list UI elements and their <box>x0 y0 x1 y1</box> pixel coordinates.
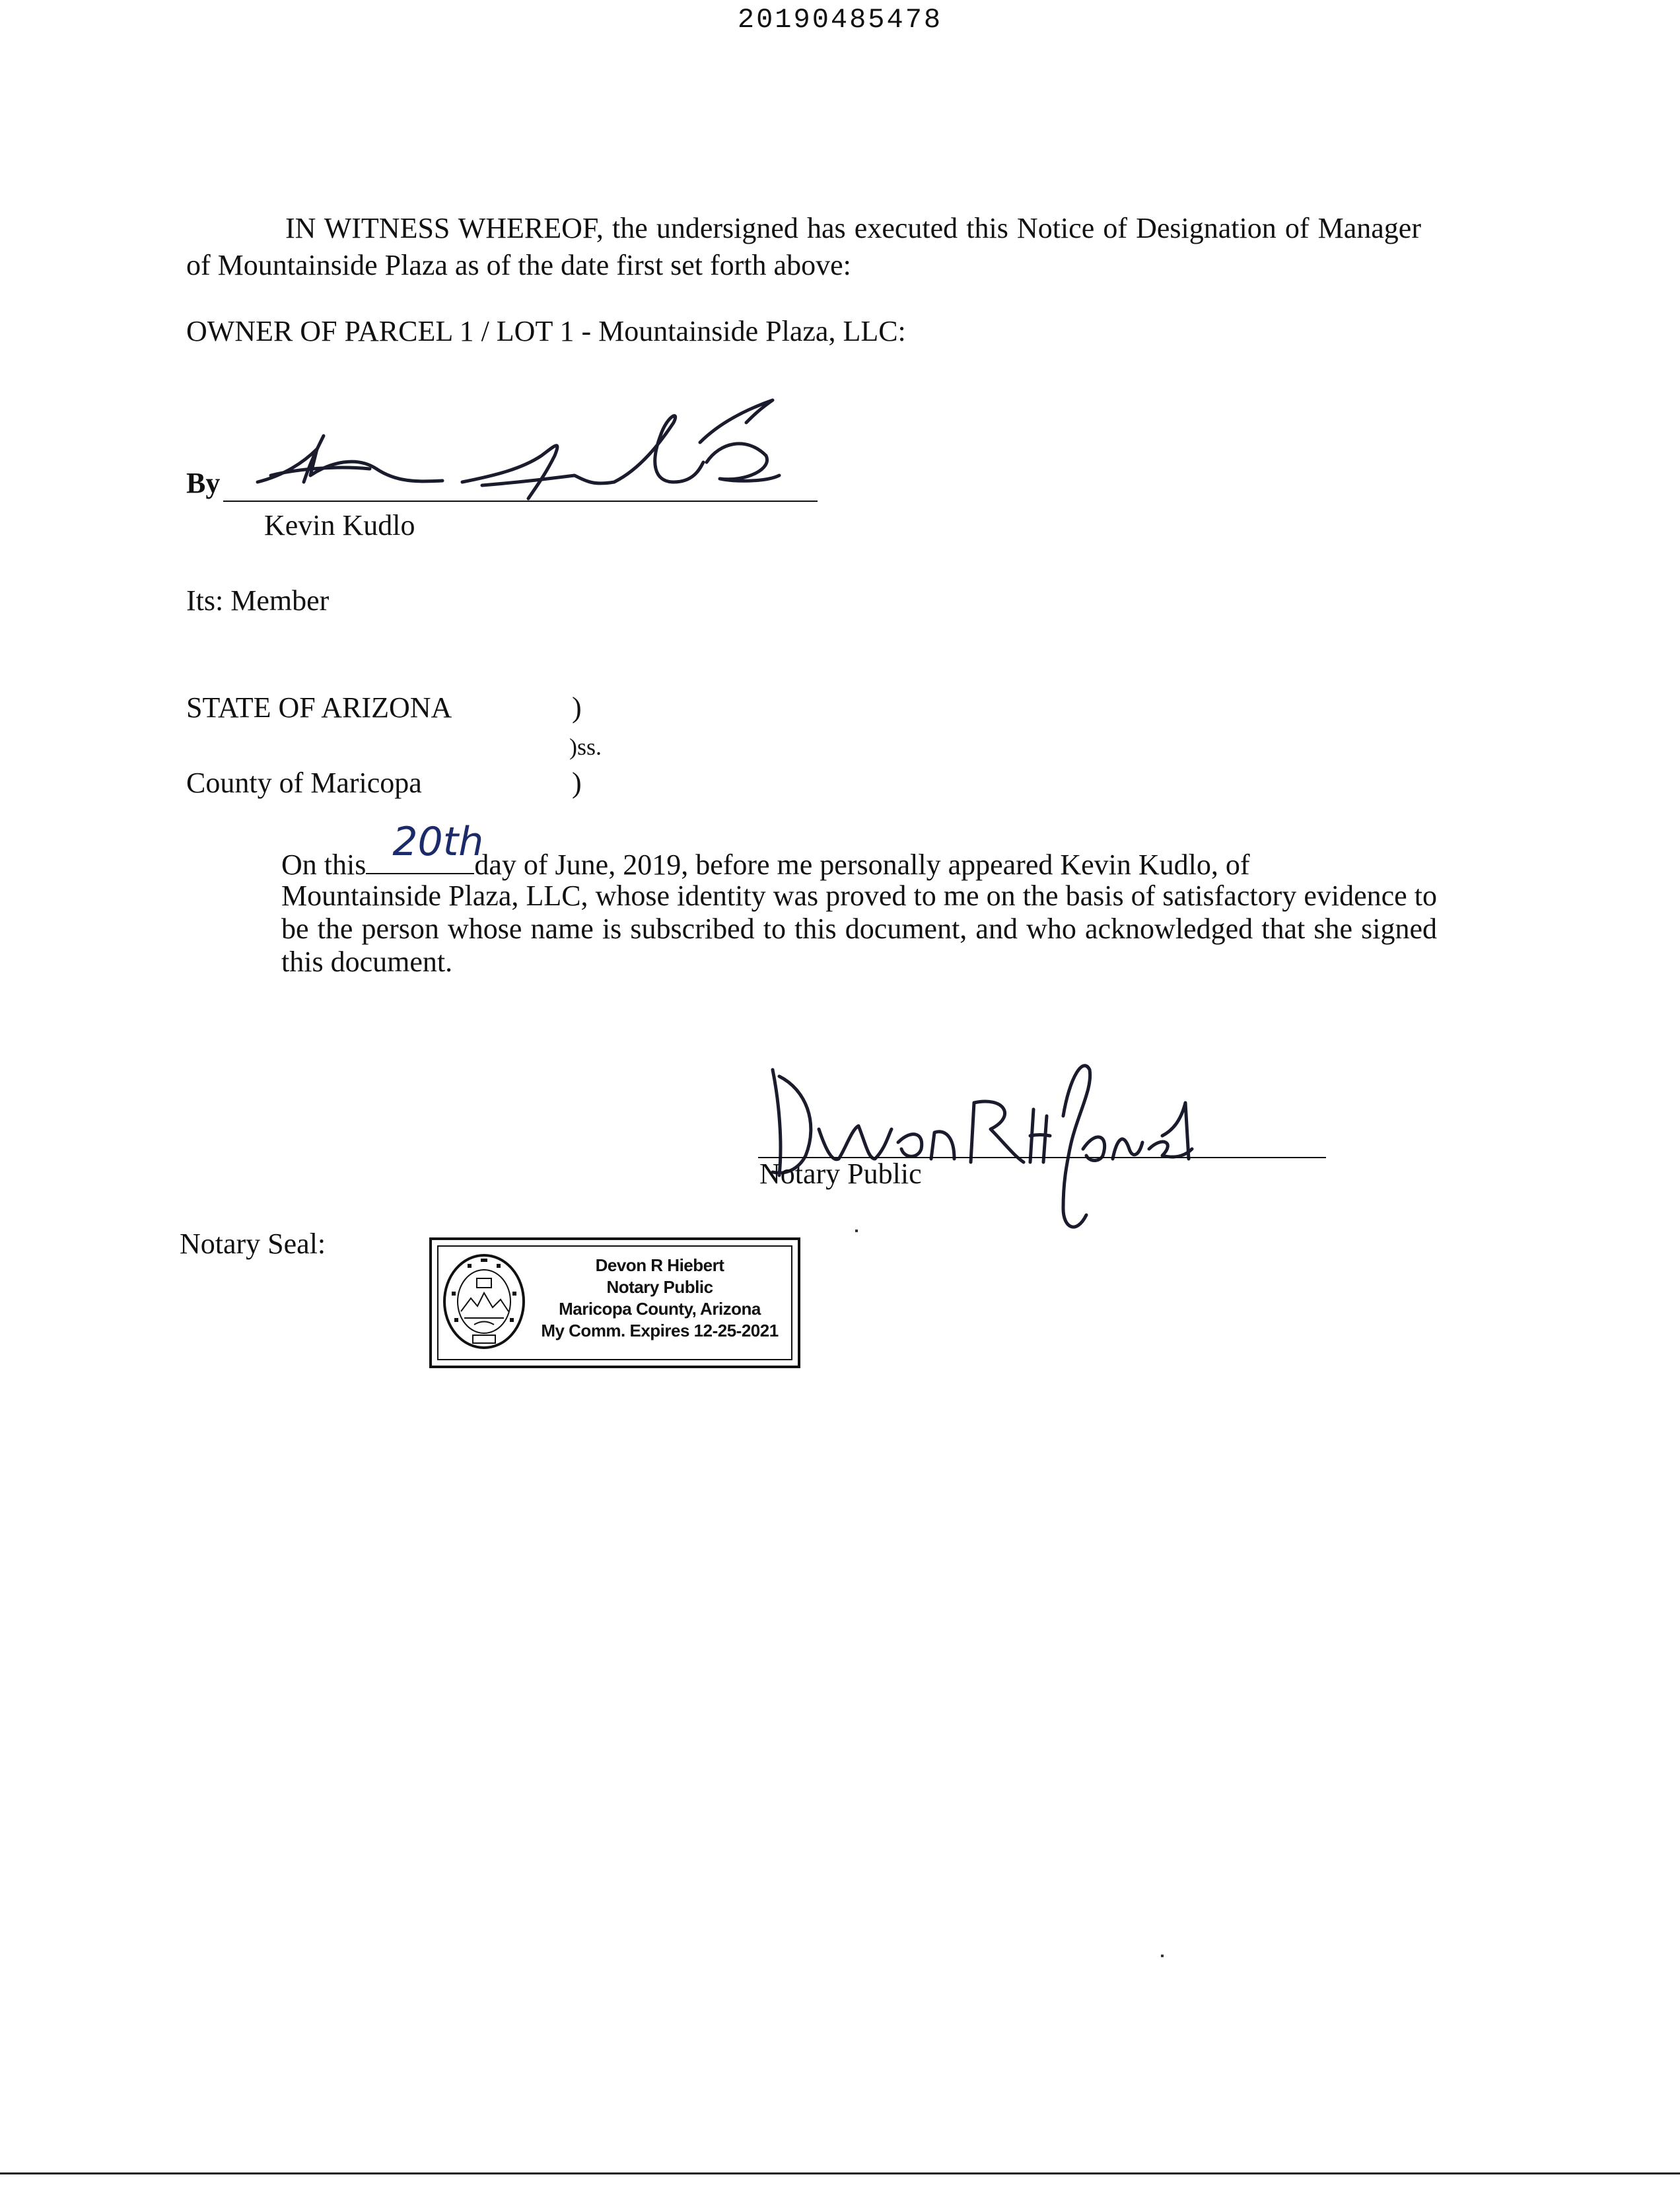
venue-county: County of Maricopa <box>186 767 422 799</box>
acknowledgment-text: Mountainside Plaza, LLC, whose identity was proved to me on the basis of satisfactory evidence to be the person whose name is subscribed to this document, and who acknowledged that she signed this document. <box>281 880 1437 978</box>
witness-paragraph: IN WITNESS WHEREOF, the undersigned has executed this Notice of Designation of Manager of Mountainside Plaza as of the date first set forth above: <box>186 212 1421 281</box>
owner-line: OWNER OF PARCEL 1 / LOT 1 - Mountainside Plaza, LLC: <box>186 315 906 347</box>
seal-notary-public: Notary Public <box>606 1277 713 1297</box>
day-blank <box>366 819 484 874</box>
venue-state: STATE OF ARIZONA <box>186 691 452 724</box>
notary-public-label: Notary Public <box>759 1158 922 1190</box>
day-handwritten: 20th <box>392 819 484 865</box>
acknowledgment-line1-rest: day of June, 2019, before me personally appeared Kevin Kudlo, of <box>474 849 1250 881</box>
scan-speck <box>1161 1955 1164 1957</box>
notary-seal-stamp <box>429 1237 800 1368</box>
arizona-state-seal-icon <box>441 1252 527 1351</box>
seal-commission-expiry: My Comm. Expires 12-25-2021 <box>541 1321 779 1340</box>
on-this-text: On this <box>281 849 367 881</box>
document-number: 20190485478 <box>737 4 943 36</box>
scan-speck <box>855 1230 858 1232</box>
signer-name: Kevin Kudlo <box>264 509 415 541</box>
venue-bracket-bottom: ) <box>572 767 582 799</box>
notary-signature <box>753 1050 1202 1248</box>
notary-seal-label: Notary Seal: <box>180 1228 326 1260</box>
by-label: By <box>186 467 221 499</box>
acknowledgment-line1 <box>281 819 1250 882</box>
seal-text <box>531 1255 788 1342</box>
page-bottom-rule <box>0 2172 1680 2174</box>
signer-title: Its: Member <box>186 584 330 617</box>
venue-bracket-top: ) <box>572 691 582 724</box>
kevin-kudlo-signature <box>244 383 825 515</box>
seal-notary-name: Devon R Hiebert <box>595 1255 724 1275</box>
venue-ss: )ss. <box>569 734 602 760</box>
seal-county: Maricopa County, Arizona <box>559 1299 761 1319</box>
